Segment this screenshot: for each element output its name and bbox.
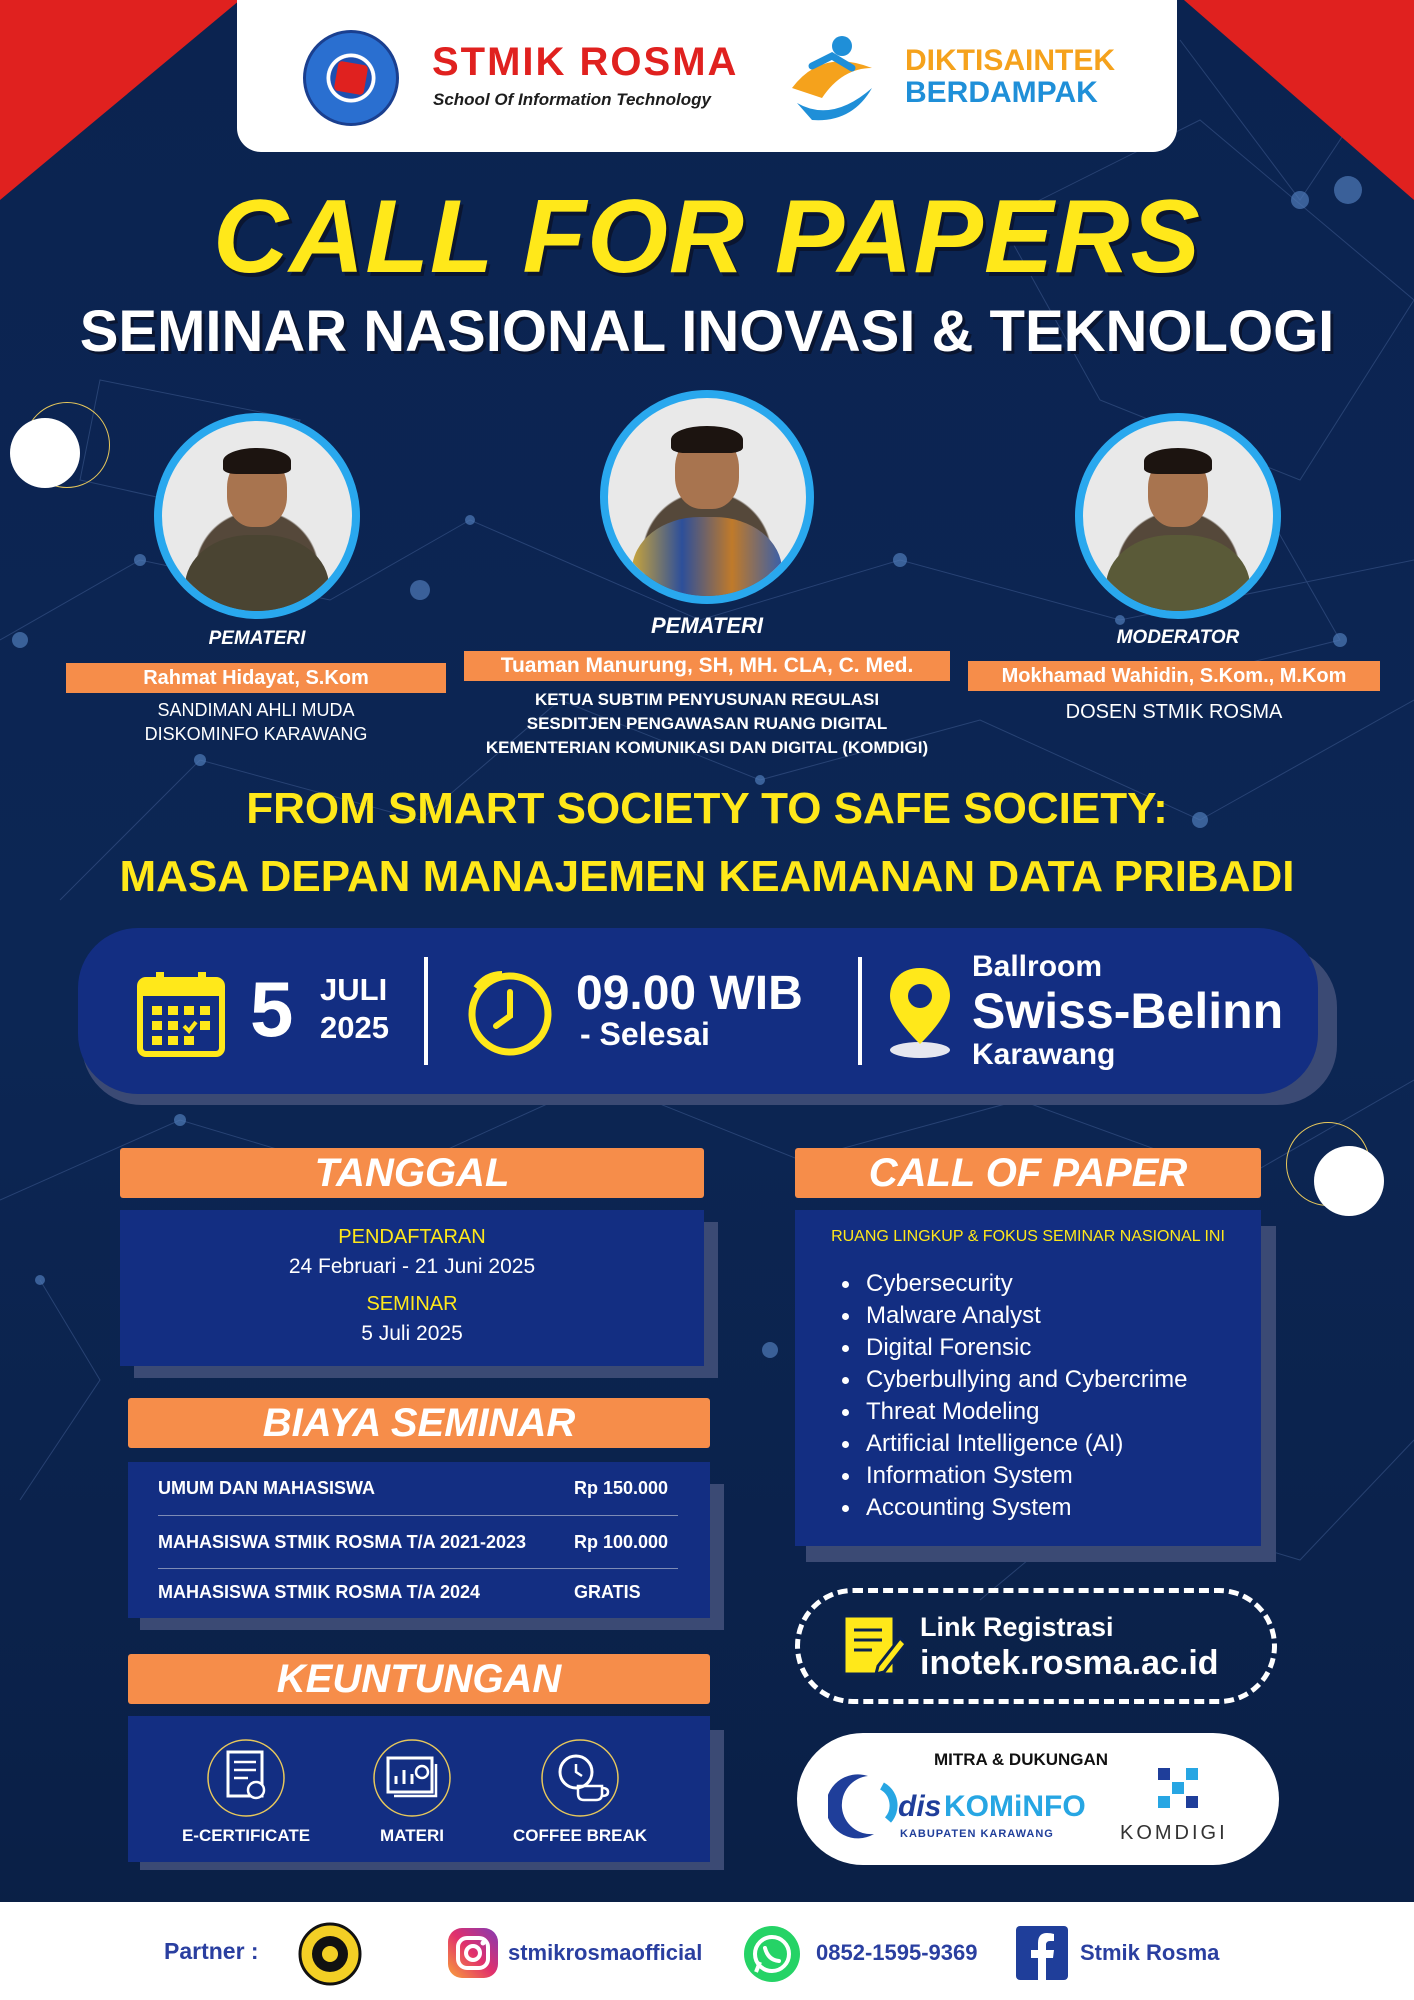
facebook-page[interactable]: Stmik Rosma	[1080, 1940, 1220, 1965]
brand-subtitle: School Of Information Technology	[433, 90, 711, 109]
speaker-name-2: Tuaman Manurung, SH, MH. CLA, C. Med.	[464, 651, 950, 681]
fee-divider	[158, 1515, 678, 1516]
speaker-desc-2c: KEMENTERIAN KOMUNIKASI DAN DIGITAL (KOMDIGI)	[485, 738, 929, 757]
fee-label-3: MAHASISWA STMIK ROSMA T/A 2024	[158, 1582, 481, 1602]
clock-icon	[466, 968, 554, 1056]
seminar-title: SEMINAR NASIONAL INOVASI & TEKNOLOGI	[79, 299, 1335, 364]
theme-line-2: MASA DEPAN MANAJEMEN KEAMANAN DATA PRIBADI	[119, 852, 1295, 901]
partner-label: Partner :	[164, 1938, 259, 1964]
registration-period: 24 Februari - 21 Juni 2025	[288, 1255, 536, 1278]
whatsapp-icon[interactable]	[742, 1924, 802, 1984]
speaker-role-3: MODERATOR	[1116, 627, 1240, 648]
keuntungan-header: KEUNTUNGAN	[128, 1654, 710, 1704]
svg-text:KOMiNFO: KOMiNFO	[944, 1790, 1086, 1823]
mitra-title: MITRA & DUKUNGAN	[934, 1750, 1109, 1769]
topic-item: Malware Analyst	[812, 1300, 1187, 1332]
speaker-desc-2a: KETUA SUBTIM PENYUSUNAN REGULASI	[534, 690, 880, 709]
venue-city: Karawang	[972, 1038, 1116, 1071]
event-month: JULI	[320, 972, 388, 1007]
topic-item: Cybersecurity	[812, 1268, 1187, 1300]
speaker-desc-3a: DOSEN STMIK ROSMA	[1065, 701, 1283, 723]
berdampak-text: BERDAMPAK	[905, 76, 1098, 109]
speaker-photo-1	[154, 413, 360, 619]
fee-divider	[158, 1568, 678, 1569]
speaker-desc-1a: SANDIMAN AHLI MUDA	[157, 700, 355, 720]
pill-separator-2	[858, 957, 862, 1065]
benefit-label-1: E-CERTIFICATE	[181, 1826, 311, 1845]
seminar-date: 5 Juli 2025	[361, 1322, 463, 1345]
decor-circle	[10, 418, 80, 488]
registration-label: Link Registrasi	[920, 1612, 1114, 1642]
topic-item: Digital Forensic	[812, 1332, 1187, 1364]
facebook-icon[interactable]	[1016, 1926, 1068, 1980]
topic-item: Artificial Intelligence (AI)	[812, 1428, 1187, 1460]
speaker-photo-2	[600, 390, 814, 604]
topic-item: Cyberbullying and Cybercrime	[812, 1364, 1187, 1396]
event-day: 5	[250, 965, 294, 1053]
fee-price-1: Rp 150.000	[574, 1478, 669, 1498]
seminar-label: SEMINAR	[366, 1293, 458, 1315]
diskominfo-subtitle: KABUPATEN KARAWANG	[900, 1828, 1054, 1840]
instagram-handle[interactable]: stmikrosmaofficial	[508, 1940, 703, 1965]
event-year: 2025	[320, 1010, 389, 1045]
venue-name: Swiss-Belinn	[972, 983, 1284, 1039]
calendar-icon	[136, 970, 226, 1058]
registration-link[interactable]: inotek.rosma.ac.id	[920, 1644, 1219, 1682]
speaker-photo-3	[1075, 413, 1281, 619]
materi-icon	[370, 1736, 454, 1820]
topic-list	[812, 1268, 1187, 1524]
pill-separator-1	[424, 957, 428, 1065]
brand-name: STMIK ROSMA	[432, 40, 739, 84]
benefit-label-2: MATERI	[380, 1826, 444, 1845]
diktisaintek-logo	[782, 28, 882, 128]
biaya-header: BIAYA SEMINAR	[128, 1398, 710, 1448]
speaker-name-1: Rahmat Hidayat, S.Kom	[66, 663, 446, 693]
fee-label-2: MAHASISWA STMIK ROSMA T/A 2021-2023	[158, 1532, 527, 1552]
form-edit-icon	[838, 1610, 908, 1680]
stmik-rosma-logo	[303, 30, 399, 126]
topic-item: Accounting System	[812, 1492, 1187, 1524]
speaker-desc-1b: DISKOMINFO KARAWANG	[144, 724, 368, 744]
fee-price-3: GRATIS	[574, 1582, 641, 1602]
benefit-label-3: COFFEE BREAK	[512, 1826, 648, 1845]
svg-text:dis: dis	[898, 1790, 942, 1823]
topic-item: Information System	[812, 1460, 1187, 1492]
komdigi-logo	[1146, 1764, 1212, 1820]
fee-price-2: Rp 100.000	[574, 1532, 669, 1552]
cfp-scope: RUANG LINGKUP & FOKUS SEMINAR NASIONAL INI	[831, 1228, 1225, 1245]
fee-label-1: UMUM DAN MAHASISWA	[158, 1478, 375, 1498]
registration-label: PENDAFTARAN	[338, 1226, 486, 1248]
cfp-header: CALL OF PAPER	[795, 1148, 1261, 1198]
whatsapp-number[interactable]: 0852-1595-9369	[816, 1940, 978, 1965]
venue-top: Ballroom	[972, 950, 1103, 983]
certificate-icon	[204, 1736, 288, 1820]
speaker-role-1: PEMATERI	[208, 628, 306, 649]
topic-item: Threat Modeling	[812, 1396, 1187, 1428]
theme-line-1: FROM SMART SOCIETY TO SAFE SOCIETY:	[246, 784, 1168, 833]
speaker-role-2: PEMATERI	[650, 613, 764, 638]
decor-circle	[1314, 1146, 1384, 1216]
main-title: CALL FOR PAPERS	[213, 179, 1201, 295]
header-card	[237, 0, 1177, 152]
speaker-name-3: Mokhamad Wahidin, S.Kom., M.Kom	[968, 661, 1380, 691]
partner-logo	[298, 1922, 362, 1986]
instagram-icon[interactable]	[446, 1926, 500, 1980]
event-time: 09.00 WIB	[576, 967, 803, 1020]
event-time-end: - Selesai	[580, 1016, 710, 1052]
speaker-desc-2b: SESDITJEN PENGAWASAN RUANG DIGITAL	[526, 714, 888, 733]
komdigi-text: KOMDIGI	[1120, 1822, 1228, 1844]
coffee-break-icon	[538, 1736, 622, 1820]
diktisaintek-text: DIKTISAINTEK	[905, 44, 1115, 77]
tanggal-header: TANGGAL	[120, 1148, 704, 1198]
location-pin-icon	[886, 964, 954, 1060]
